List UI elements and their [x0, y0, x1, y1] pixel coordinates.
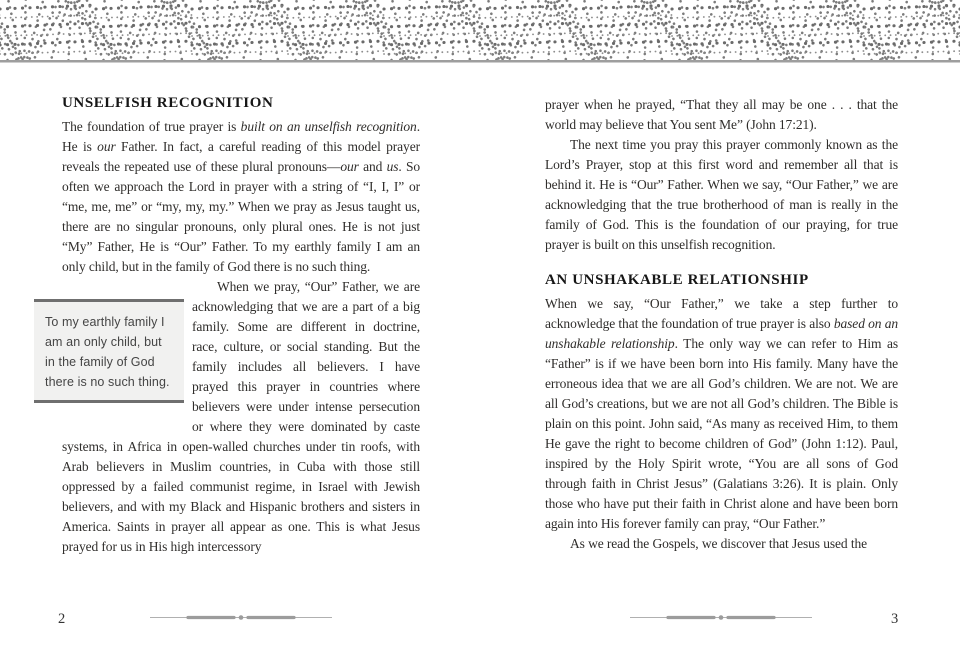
left-text-column [45, 95, 421, 557]
book-page-right [480, 0, 960, 672]
page-number-right: 3 [891, 611, 899, 627]
footer-divider-ornament [150, 613, 332, 622]
right-paragraph-1: prayer when he prayed, “That they all may be one . . . that the world may believe that You sent Me” (John 17:21). [545, 97, 898, 132]
left-paragraph-2-text: When we pray, “Our” Father, we are acknowledging that we are a part of a big family. Some are different in doctrine, race, culture, or social standing. But the family includes all believers. I have prayed this prayer in countries where believers were under intense persecution or where they were dominated by caste systems, in Africa in open-walled churches under tin roofs, with Arab believers in Muslim countries, in Cuba with those still oppressed by a failed communist regime, in Israel with Jewish believers, and with my Black and Hispanic brothers and sisters in America. Saints in prayer all appear as one. This is what Jesus prayed for us in His high intercessory [62, 279, 420, 554]
left-paragraph-2 [45, 277, 420, 557]
footer-divider-ornament [630, 613, 812, 622]
right-paragraph-2: The next time you pray this prayer commonly known as the Lord’s Prayer, stop at this first word and remember all that is behind it. He is “Our” Father. When we say, “Our Father,” we are acknowledging that the true brotherhood of man is really in the family of God. This is the foundation of our praying, for true prayer is built on this unselfish recognition. [545, 137, 898, 252]
section-heading-unshakable-relationship: AN UNSHAKABLE RELATIONSHIP [545, 272, 809, 288]
right-paragraph-3: When we say, “Our Father,” we take a step further to acknowledge that the foundation of true prayer is also based on an unshakable relationship. The only way we can refer to Him as “Father” is if we have been born into His family. Many have the erroneous idea that we are all God’s children. We are not. We are all God’s creations, but we are not all God’s children. The Bible is plain on this point. John said, “As many as received Him, to them He gave the right to become children of God” (John 1:12). Paul, inspired by the Holy Spirit wrote, “You are all sons of God through faith in Christ Jesus” (Galatians 3:26). It is plain. Only those who have put their faith in Christ alone and have been born again into His forever family can pray, “Our Father.” [545, 296, 899, 531]
page-number-left: 2 [58, 611, 66, 627]
left-paragraph-1: The foundation of true prayer is built on an unselfish recognition. He is our Father. In fact, a careful reading of this model prayer reveals the repeated use of these plural pronouns—our and us. So often we approach the Lord in prayer with a string of “I, I, I” or “me, me, me” or “my, my, my.” When we pray as Jesus taught us, there are no singular pronouns, only plural ones. He is not just “My” Father, He is “Our” Father. To my earthly family I am an only child, but in the family of God there is no such thing. [62, 119, 421, 274]
pull-quote-text: To my earthly family I am an only child, but in the family of God there is no such thing. [45, 315, 170, 389]
right-paragraph-4: As we read the Gospels, we discover that Jesus used the [570, 536, 868, 551]
pull-quote-box [34, 299, 184, 403]
section-heading-unselfish-recognition: UNSELFISH RECOGNITION [62, 95, 274, 111]
right-text-column [545, 95, 898, 554]
